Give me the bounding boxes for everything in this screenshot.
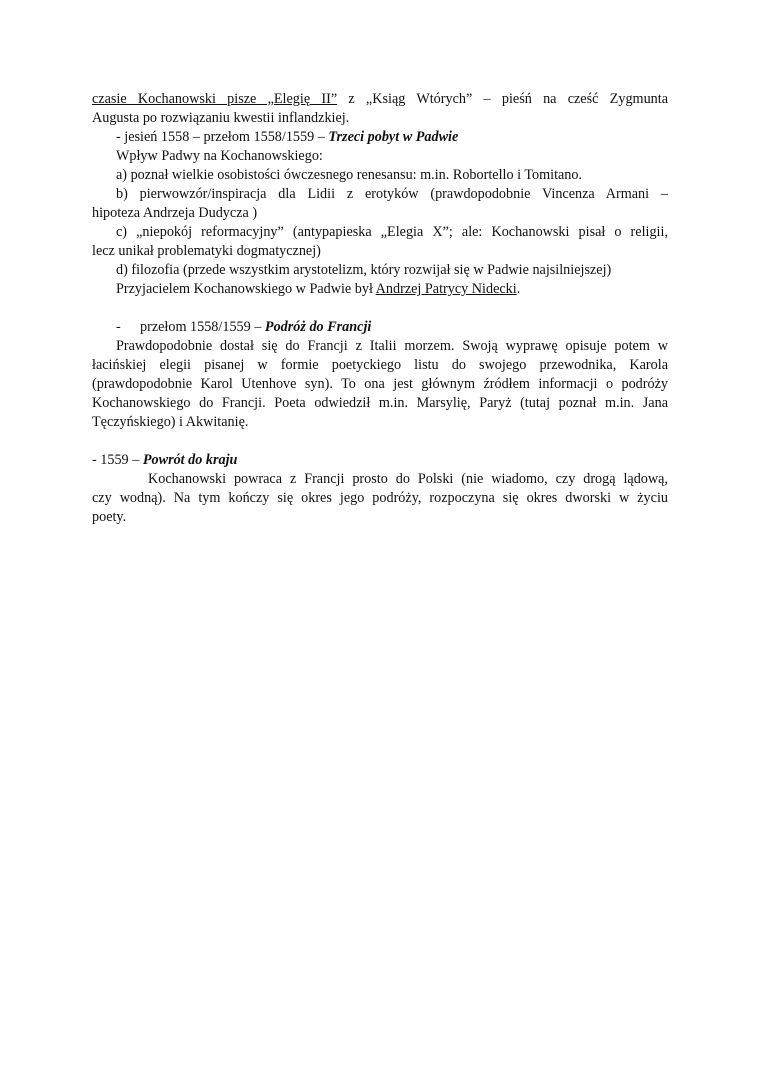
heading-title: Podróż do Francji bbox=[264, 319, 372, 335]
elegia-link[interactable]: czasie Kochanowski pisze „Elegię II” bbox=[92, 91, 338, 107]
list-item-continuation: lecz unikał problematyki dogmatycznej) bbox=[92, 243, 321, 259]
nidecki-link[interactable]: Andrzej Patrycy Nidecki bbox=[375, 281, 517, 297]
document-page bbox=[92, 90, 668, 527]
paragraph-line bbox=[92, 90, 668, 109]
heading-prefix: - 1559 – bbox=[92, 452, 143, 468]
list-item: d) filozofia (przede wszystkim arystotelizm, który rozwijał się w Padwie najsilniejszej) bbox=[116, 262, 612, 278]
paragraph-line: łacińskiej elegii pisanej w formie poetyckiego listu do swojego przewodnika, Karola bbox=[92, 357, 668, 373]
section-heading-powrot bbox=[92, 451, 668, 470]
text-run: z „Ksiąg Wtórych” – pieśń na cześć Zygmunta bbox=[337, 91, 668, 107]
paragraph-line: Augusta po rozwiązaniu kwestii inflandzkiej. bbox=[92, 110, 350, 126]
heading-dash: - bbox=[116, 319, 121, 335]
paragraph-line: Kochanowskiego do Francji. Poeta odwiedził m.in. Marsylię, Paryż (tutaj poznał m.in. Jana bbox=[92, 395, 668, 411]
heading-title: Powrót do kraju bbox=[142, 452, 238, 468]
paragraph-line: Prawdopodobnie dostał się do Francji z Italii morzem. Swoją wyprawę opisuje potem w bbox=[116, 338, 668, 354]
list-item: a) poznał wielkie osobistości ówczesnego renesansu: m.in. Robortello i Tomitano. bbox=[116, 167, 583, 183]
spacer bbox=[92, 432, 668, 451]
section-heading-padwa bbox=[92, 128, 668, 147]
list-item: b) pierwowzór/inspiracja dla Lidii z erotyków (prawdopodobnie Vincenza Armani – bbox=[116, 186, 668, 202]
paragraph-line bbox=[92, 280, 668, 299]
section-heading-francja bbox=[92, 318, 668, 337]
heading-prefix: przełom 1558/1559 – bbox=[140, 319, 265, 335]
paragraph-line: Tęczyńskiego) i Akwitanię. bbox=[92, 414, 249, 430]
paragraph-line: Wpływ Padwy na Kochanowskiego: bbox=[116, 148, 323, 164]
paragraph-line: Kochanowski powraca z Francji prosto do Polski (nie wiadomo, czy drogą lądową, bbox=[148, 471, 668, 487]
paragraph-line: czy wodną). Na tym kończy się okres jego podróży, rozpoczyna się okres dworski w życiu bbox=[92, 490, 668, 506]
list-item: c) „niepokój reformacyjny” (antypapieska „Elegia X”; ale: Kochanowski pisał o religii, bbox=[116, 224, 668, 240]
spacer bbox=[92, 299, 668, 318]
heading-title: Trzeci pobyt w Padwie bbox=[328, 129, 459, 145]
text-run: Przyjacielem Kochanowskiego w Padwie był bbox=[116, 281, 376, 297]
paragraph-line: poety. bbox=[92, 509, 127, 525]
heading-prefix: - jesień 1558 – przełom 1558/1559 – bbox=[116, 129, 329, 145]
paragraph-line: (prawdopodobnie Karol Utenhove syn). To ona jest głównym źródłem informacji o podróży bbox=[92, 376, 668, 392]
list-item-continuation: hipoteza Andrzeja Dudycza ) bbox=[92, 205, 258, 221]
text-run: . bbox=[516, 281, 521, 297]
